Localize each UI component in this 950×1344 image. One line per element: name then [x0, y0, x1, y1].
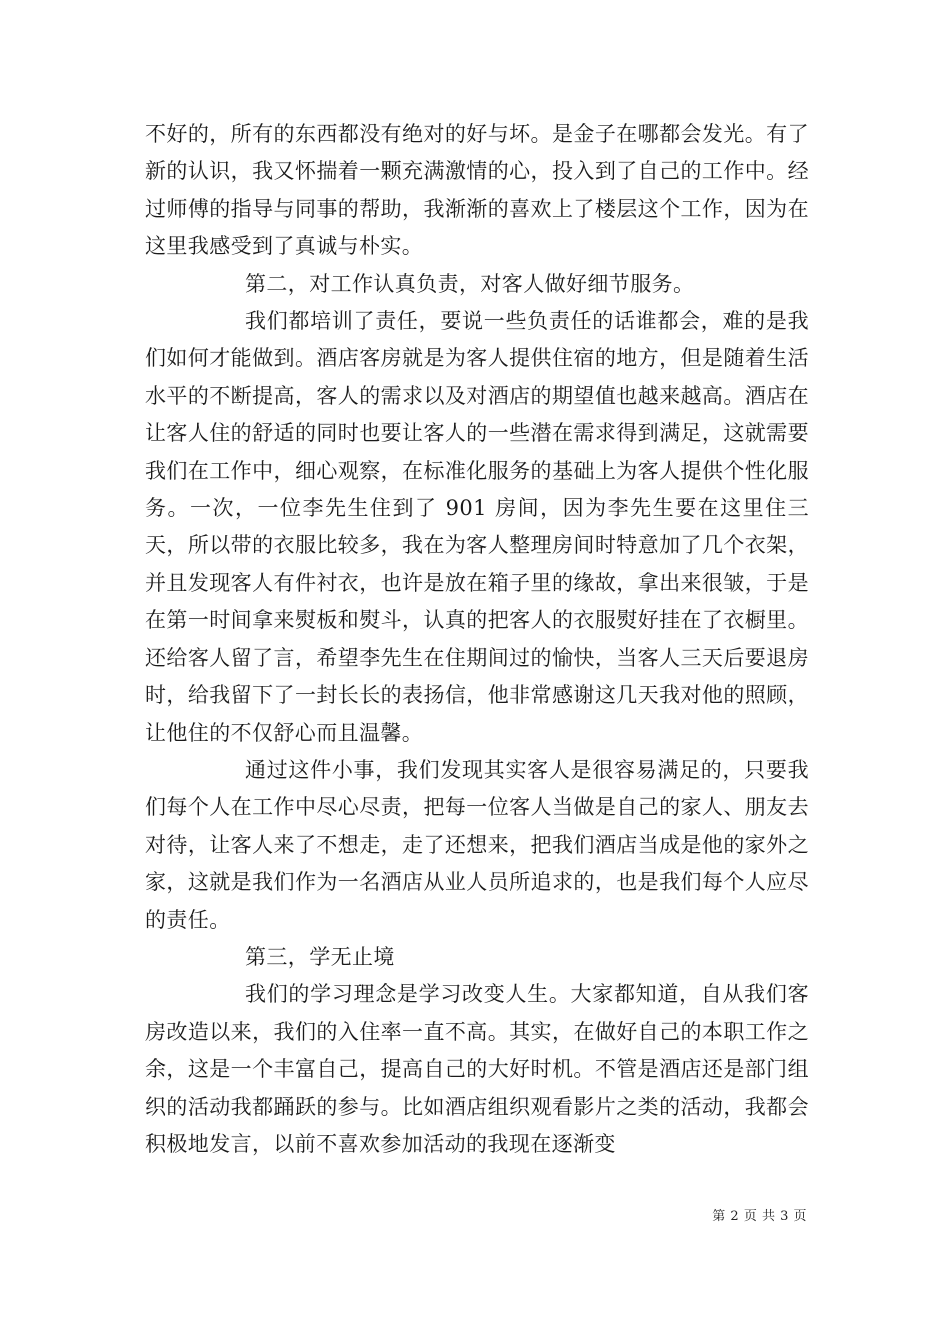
document-body [145, 116, 809, 1163]
paragraph-responsibility: 我们都培训了责任，要说一些负责任的话谁都会，难的是我们如何才能做到。酒店客房就是为客人提供住宿的地方，但是随着生活水平的不断提高，客人的需求以及对酒店的期望值也越来越高。酒店在让客人住的舒适的同时也要让客人的一些潜在需求得到满足，这就需要我们在工作中，细心观察，在标准化服务的基础上为客人提供个性化服务。一次，一位李先生住到了 901 房间，因为李先生要在这里住三天，所以带的衣服比较多，我在为客人整理房间时特意加了几个衣架，并且发现客人有件衬衣，也许是放在箱子里的缘故，拿出来很皱，于是在第一时间拿来熨板和熨斗，认真的把客人的衣服熨好挂在了衣橱里。还给客人留了言，希望李先生在住期间过的愉快，当客人三天后要退房时，给我留下了一封长长的表扬信，他非常感谢这几天我对他的照顾，让他住的不仅舒心而且温馨。 [145, 309, 809, 745]
paragraph-small-matter: 通过这件小事，我们发现其实客人是很容易满足的，只要我们每个人在工作中尽心尽责，把每一位客人当做是自己的家人、朋友去对待，让客人来了不想走，走了还想来，把我们酒店当成是他的家外之家，这就是我们作为一名酒店从业人员所追求的，也是我们每个人应尽的责任。 [145, 757, 809, 932]
section-heading-2: 第二，对工作认真负责，对客人做好细节服务。 [245, 271, 695, 296]
page-number-footer: 第 2 页 共 3 页 [712, 1209, 807, 1224]
paragraph-learning: 我们的学习理念是学习改变人生。大家都知道，自从我们客房改造以来，我们的入住率一直不高。其实，在做好自己的本职工作之余，这是一个丰富自己，提高自己的大好时机。不管是酒店还是部门组织的活动我都踊跃的参与。比如酒店组织观看影片之类的活动，我都会积极地发言，以前不喜欢参加活动的我现在逐渐变 [145, 982, 809, 1156]
section-heading-3: 第三，学无止境 [245, 944, 395, 969]
paragraph-continuation: 不好的，所有的东西都没有绝对的好与坏。是金子在哪都会发光。有了新的认识，我又怀揣着一颗充满激情的心，投入到了自己的工作中。经过师傅的指导与同事的帮助，我渐渐的喜欢上了楼层这个工作，因为在这里我感受到了真诚与朴实。 [145, 122, 809, 259]
